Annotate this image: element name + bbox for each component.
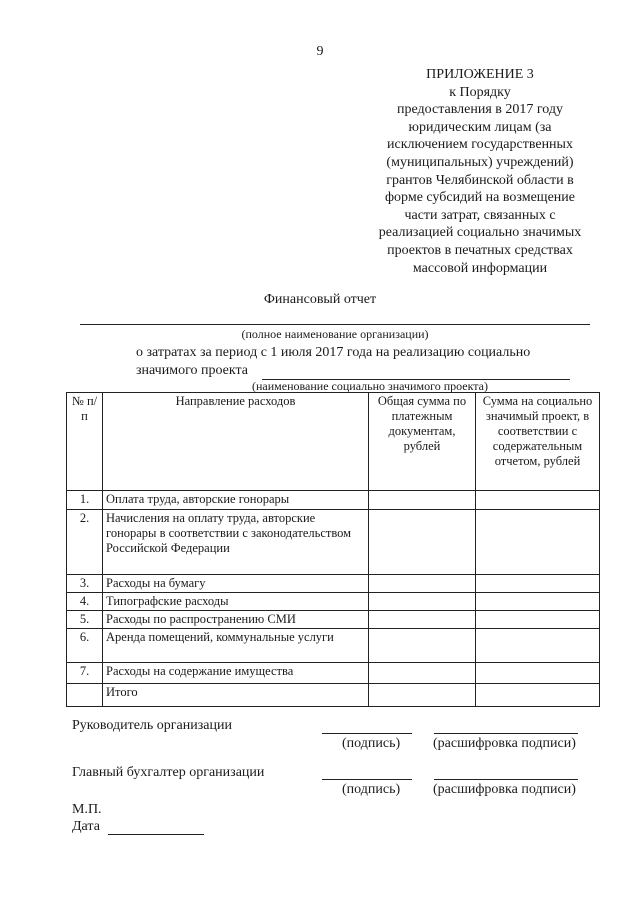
- stamp-label: М.П.: [72, 802, 102, 817]
- row-label: Расходы на бумагу: [103, 575, 369, 593]
- table-row: [67, 491, 600, 510]
- row-num: 7.: [67, 663, 103, 684]
- head-decode-line: [434, 733, 578, 734]
- accountant-signature-line: [322, 779, 412, 780]
- row-project-cell: [476, 510, 600, 575]
- row-num: 2.: [67, 510, 103, 575]
- date-label: Дата: [72, 819, 100, 834]
- row-project-cell: [476, 611, 600, 629]
- appendix-line: предоставления в 2017 году: [397, 102, 563, 118]
- row-total-cell: [369, 629, 476, 663]
- table-header-row: [67, 393, 600, 491]
- page-number: 9: [316, 44, 324, 59]
- report-title: Финансовый отчет: [263, 292, 377, 307]
- row-total-cell: [369, 611, 476, 629]
- row-total-cell: [369, 684, 476, 707]
- head-signature-caption: (подпись): [342, 736, 401, 751]
- table-row: [67, 575, 600, 593]
- row-project-cell: [476, 629, 600, 663]
- row-project-cell: [476, 663, 600, 684]
- appendix-line: части затрат, связанных с: [404, 207, 556, 223]
- accountant-signature-caption: (подпись): [342, 782, 401, 797]
- row-project-cell: [476, 575, 600, 593]
- appendix-line: реализацией социально значимых: [378, 225, 582, 241]
- table-row: [67, 663, 600, 684]
- org-caption: (полное наименование организации): [241, 327, 429, 341]
- row-label: Расходы на содержание имущества: [103, 663, 369, 684]
- row-total-cell: [369, 491, 476, 510]
- row-num: 5.: [67, 611, 103, 629]
- head-decode-caption: (расшифровка подписи): [433, 736, 576, 751]
- appendix-line: проектов в печатных средствах: [387, 242, 573, 258]
- row-total-cell: [369, 510, 476, 575]
- row-total-cell: [369, 663, 476, 684]
- row-label: Аренда помещений, коммунальные услуги: [103, 629, 369, 663]
- appendix-line: (муниципальных) учреждений): [386, 154, 574, 170]
- row-label: Начисления на оплату труда, авторские гонорары в соответствии с законодательством Российской Федерации: [103, 510, 369, 575]
- row-num: 4.: [67, 593, 103, 611]
- appendix-line: форме субсидий на возмещение: [384, 190, 576, 206]
- date-line: [108, 834, 204, 835]
- row-label: Типографские расходы: [103, 593, 369, 611]
- row-project-cell: [476, 684, 600, 707]
- appendix-block: [352, 66, 608, 277]
- table-row: [67, 629, 600, 663]
- head-label: Руководитель организации: [72, 718, 232, 733]
- row-num: [67, 684, 103, 707]
- appendix-line: ПРИЛОЖЕНИЕ 3: [426, 67, 534, 82]
- table-total-row: [67, 684, 600, 707]
- appendix-line: юридическим лицам (за: [408, 119, 552, 135]
- header-direction: Направление расходов: [103, 393, 369, 491]
- expense-table: [66, 392, 600, 707]
- row-project-cell: [476, 491, 600, 510]
- row-total-cell: [369, 593, 476, 611]
- row-project-cell: [476, 593, 600, 611]
- row-num: 3.: [67, 575, 103, 593]
- row-label: Расходы по распространению СМИ: [103, 611, 369, 629]
- accountant-decode-line: [434, 779, 578, 780]
- row-label: Оплата труда, авторские гонорары: [103, 491, 369, 510]
- row-total-cell: [369, 575, 476, 593]
- project-text: значимого проекта: [136, 363, 248, 378]
- header-num: № п/п: [67, 393, 103, 491]
- row-num: 6.: [67, 629, 103, 663]
- accountant-label: Главный бухгалтер организации: [72, 765, 265, 780]
- head-signature-line: [322, 733, 412, 734]
- project-caption: (наименование социально значимого проекта): [252, 379, 488, 393]
- table-row: [67, 510, 600, 575]
- appendix-line: массовой информации: [412, 260, 548, 276]
- header-project-sum: Сумма на социально значимый проект, в соответствии с содержательным отчетом, рублей: [476, 393, 600, 491]
- row-num: 1.: [67, 491, 103, 510]
- appendix-line: к Порядку: [449, 84, 511, 100]
- header-total: Общая сумма по платежным документам, рублей: [369, 393, 476, 491]
- table-row: [67, 611, 600, 629]
- table-row: [67, 593, 600, 611]
- appendix-line: исключением государственных: [387, 137, 573, 153]
- org-name-line: [80, 324, 590, 325]
- appendix-line: грантов Челябинской области в: [386, 172, 574, 188]
- row-label: Итого: [103, 684, 369, 707]
- period-text: о затратах за период с 1 июля 2017 года на реализацию социально: [136, 345, 531, 360]
- accountant-decode-caption: (расшифровка подписи): [433, 782, 576, 797]
